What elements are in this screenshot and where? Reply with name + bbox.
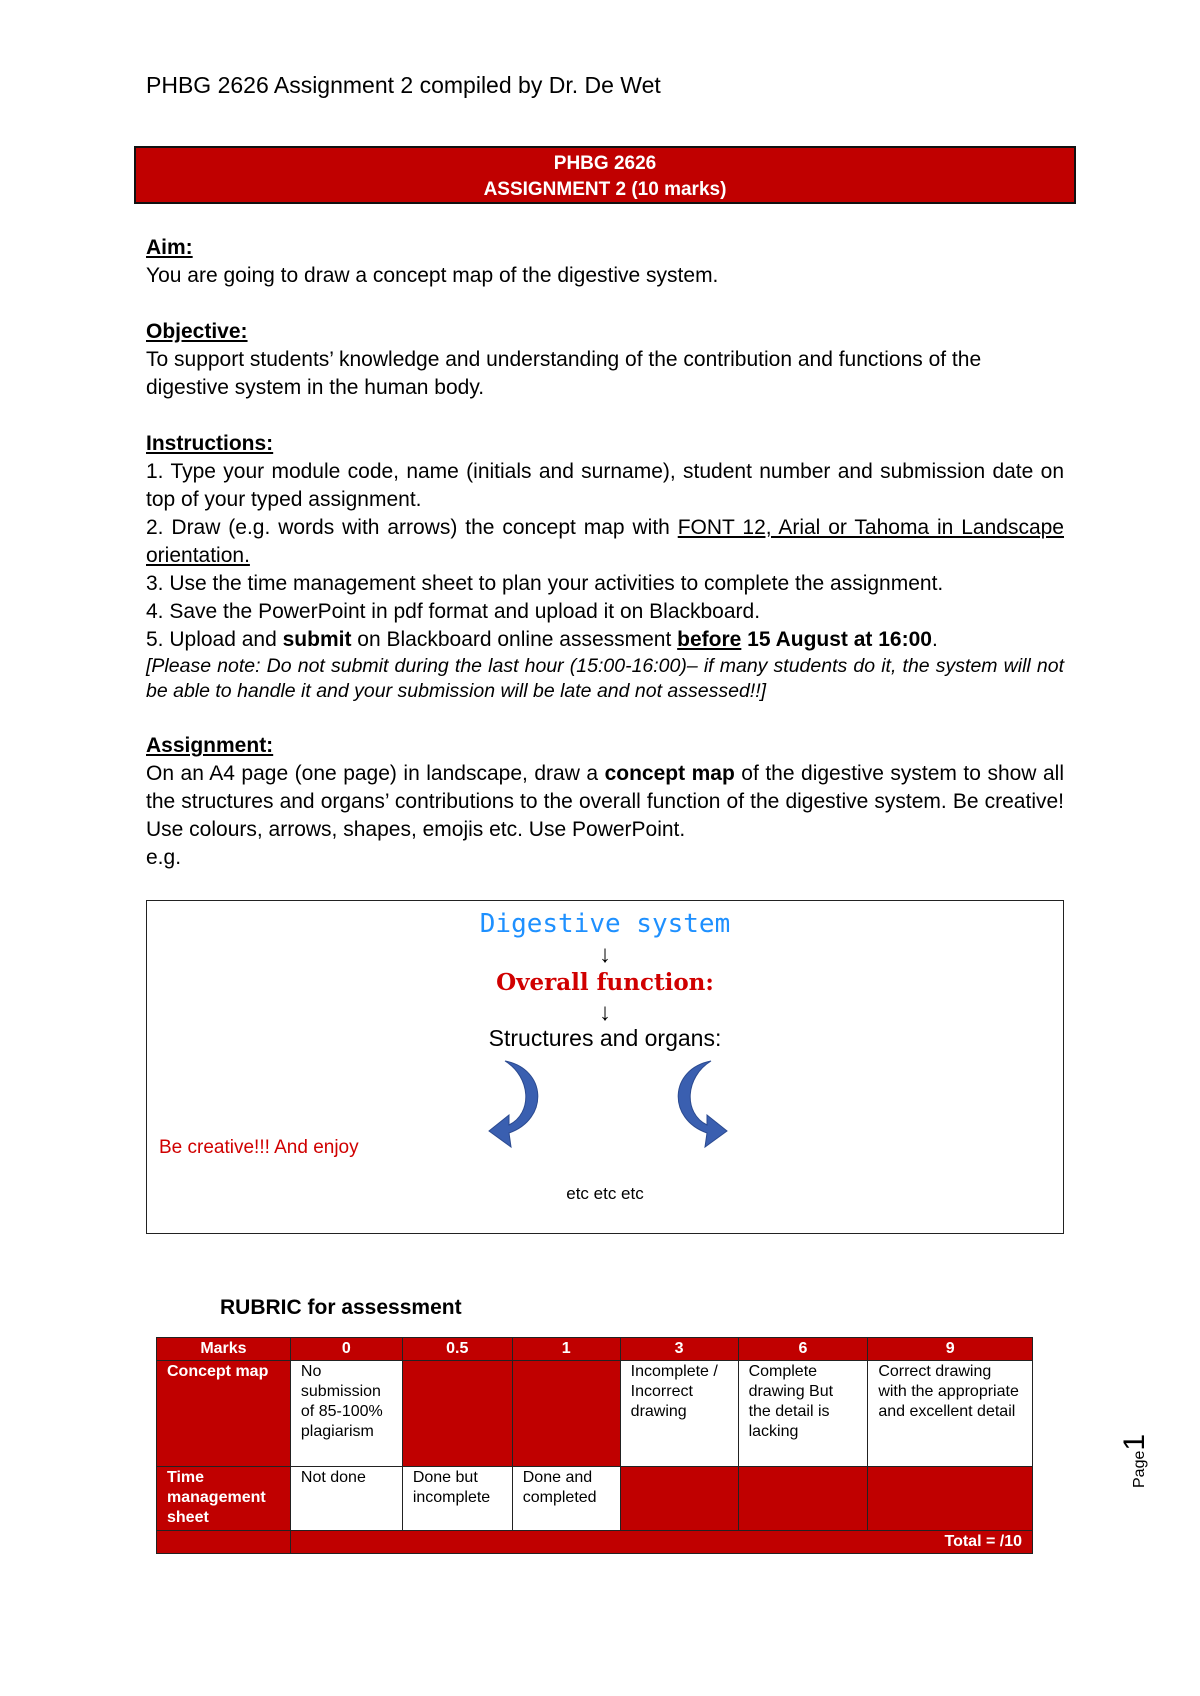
assignment-heading: Assignment: — [146, 734, 274, 757]
title-banner — [134, 146, 1076, 204]
table-row — [157, 1338, 1033, 1361]
time-cell-1: Done but incomplete — [402, 1467, 512, 1531]
concept-map-label: Concept map — [157, 1361, 291, 1467]
mark-0: 0 — [290, 1338, 402, 1361]
example-overall-function: Overall function: — [496, 969, 714, 996]
time-cell-3 — [620, 1467, 738, 1531]
objective-text: To support students’ knowledge and understanding of the contribution and functions of the digestive system in the human body. — [146, 348, 982, 399]
concept-cell-1 — [402, 1361, 512, 1467]
instruction-1: 1. Type your module code, name (initials and surname), student number and submission date on top of your typed assignment. — [146, 460, 1064, 511]
mark-5: 9 — [868, 1338, 1033, 1361]
time-label: Time management sheet — [157, 1467, 291, 1531]
example-digestive-system: Digestive system — [479, 909, 731, 939]
time-cell-5 — [868, 1467, 1033, 1531]
title-course-code: PHBG 2626 — [553, 153, 657, 174]
instruction-4: 4. Save the PowerPoint in pdf format and upload it on Blackboard. — [146, 600, 761, 623]
be-creative-text: Be creative!!! And enjoy — [159, 1137, 359, 1158]
page-header: PHBG 2626 Assignment 2 compiled by Dr. De Wet — [146, 72, 661, 98]
page-number-value: 1 — [1118, 1433, 1151, 1451]
curved-arrow-left-icon — [487, 1059, 547, 1159]
instruction-5: 5. Upload and submit on Blackboard online assessment before 15 August at 16:00. — [146, 628, 938, 651]
instruction-2: 2. Draw (e.g. words with arrows) the concept map with FONT 12, Arial or Tahoma in Landscape orientation. — [146, 516, 1064, 567]
instructions-heading: Instructions: — [146, 432, 274, 455]
table-row — [157, 1531, 1033, 1554]
example-concept-map — [146, 900, 1064, 1234]
concept-cell-4: Complete drawing But the detail is lacking — [738, 1361, 868, 1467]
mark-1: 0.5 — [402, 1338, 512, 1361]
example-label: e.g. — [146, 846, 182, 869]
assignment-body — [146, 234, 1064, 872]
aim-heading: Aim: — [146, 236, 193, 259]
concept-cell-0: No submission of 85-100% plagiarism — [290, 1361, 402, 1467]
page-number — [1118, 1434, 1152, 1488]
down-arrow-icon: ↓ — [599, 941, 611, 968]
submission-note: [Please note: Do not submit during the last hour (15:00-16:00)– if many students do it, the system will not be able to handle it and your submission will be late and not assessed!!] — [146, 655, 1064, 702]
marks-label: Marks — [157, 1338, 291, 1361]
instruction-3: 3. Use the time management sheet to plan your activities to complete the assignment. — [146, 572, 944, 595]
rubric-table — [156, 1337, 1033, 1554]
curved-arrow-right-icon — [669, 1059, 729, 1159]
concept-cell-2 — [512, 1361, 620, 1467]
concept-cell-5: Correct drawing with the appropriate and excellent detail — [868, 1361, 1033, 1467]
total-spacer — [157, 1531, 291, 1554]
down-arrow-icon: ↓ — [599, 999, 611, 1026]
rubric-title: RUBRIC for assessment — [220, 1296, 462, 1319]
total-cell: Total = /10 — [290, 1531, 1032, 1554]
aim-text: You are going to draw a concept map of the digestive system. — [146, 264, 719, 287]
concept-cell-3: Incomplete / Incorrect drawing — [620, 1361, 738, 1467]
mark-4: 6 — [738, 1338, 868, 1361]
time-cell-0: Not done — [290, 1467, 402, 1531]
page-label: Page — [1131, 1450, 1148, 1488]
mark-2: 1 — [512, 1338, 620, 1361]
font-requirement: FONT 12, Arial or Tahoma in Landscape orientation. — [146, 516, 1064, 567]
mark-3: 3 — [620, 1338, 738, 1361]
time-cell-4 — [738, 1467, 868, 1531]
title-assignment: ASSIGNMENT 2 (10 marks) — [483, 179, 727, 200]
table-row — [157, 1467, 1033, 1531]
objective-heading: Objective: — [146, 320, 248, 343]
time-cell-2: Done and completed — [512, 1467, 620, 1531]
etc-text: etc etc etc — [566, 1184, 644, 1203]
table-row — [157, 1361, 1033, 1467]
assignment-text: On an A4 page (one page) in landscape, draw a concept map of the digestive system to show all the structures and organs’ contributions to the overall function of the digestive system. Be creative! Use colours, arrows, shapes, emojis etc. Use PowerPoint. — [146, 762, 1064, 841]
example-structures: Structures and organs: — [488, 1025, 722, 1051]
